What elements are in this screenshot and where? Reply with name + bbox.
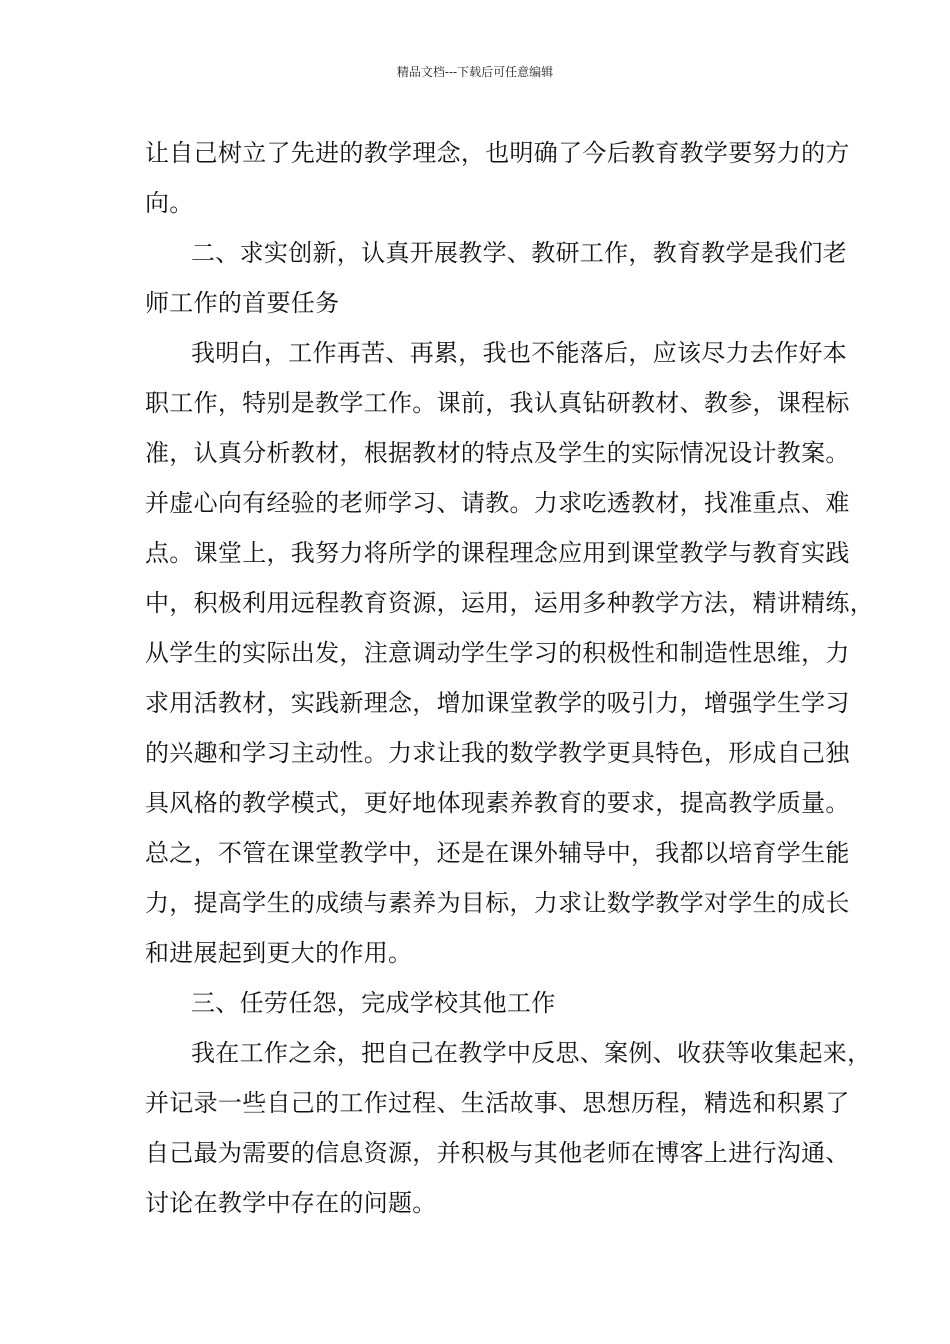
text-line: 三、任劳任怨，完成学校其他工作 (191, 989, 556, 1017)
paragraph (145, 328, 874, 978)
section-heading-2 (145, 228, 848, 328)
text-line: 从学生的实际出发，注意调动学生学习的积极性和制造性思维，力 (145, 639, 850, 667)
text-line: 向。 (145, 189, 194, 217)
text-line: 并虚心向有经验的老师学习、请教。力求吃透教材，找准重点、难 (145, 489, 850, 517)
text-line: 具风格的教学模式，更好地体现素养教育的要求，提高教学质量。 (145, 789, 850, 817)
paragraph (145, 128, 850, 228)
page-header: 精品文档---下载后可任意编辑 (396, 65, 554, 79)
text-line: 我在工作之余，把自己在教学中反思、案例、收获等收集起来， (191, 1039, 872, 1067)
text-line: 求用活教材，实践新理念，增加课堂教学的吸引力，增强学生学习 (145, 689, 850, 717)
text-line: 准，认真分析教材，根据教材的特点及学生的实际情况设计教案。 (145, 439, 850, 467)
document-body (145, 128, 874, 1228)
text-line: 二、求实创新，认真开展教学、教研工作，教育教学是我们老 (191, 239, 848, 267)
section-heading-3 (145, 978, 825, 1028)
text-line: 讨论在教学中存在的问题。 (145, 1189, 437, 1217)
text-line: 力，提高学生的成绩与素养为目标，力求让数学教学对学生的成长 (145, 889, 850, 917)
text-line: 让自己树立了先进的教学理念，也明确了今后教育教学要努力的方 (145, 139, 850, 167)
text-line: 我明白，工作再苦、再累，我也不能落后，应该尽力去作好本 (191, 339, 848, 367)
paragraph (145, 1028, 872, 1228)
text-line: 自己最为需要的信息资源，并积极与其他老师在博客上进行沟通、 (145, 1139, 850, 1167)
text-line: 点。课堂上，我努力将所学的课程理念应用到课堂教学与教育实践 (145, 539, 850, 567)
text-line: 并记录一些自己的工作过程、生活故事、思想历程，精选和积累了 (145, 1089, 850, 1117)
text-line: 师工作的首要任务 (145, 289, 340, 317)
text-line: 总之，不管在课堂教学中，还是在课外辅导中，我都以培育学生能 (145, 839, 850, 867)
text-line: 的兴趣和学习主动性。力求让我的数学教学更具特色，形成自己独 (145, 739, 850, 767)
text-line: 和进展起到更大的作用。 (145, 939, 413, 967)
text-line: 职工作，特别是教学工作。课前，我认真钻研教材、教参，课程标 (145, 389, 850, 417)
text-line: 中，积极利用远程教育资源，运用，运用多种教学方法，精讲精练， (145, 589, 874, 617)
